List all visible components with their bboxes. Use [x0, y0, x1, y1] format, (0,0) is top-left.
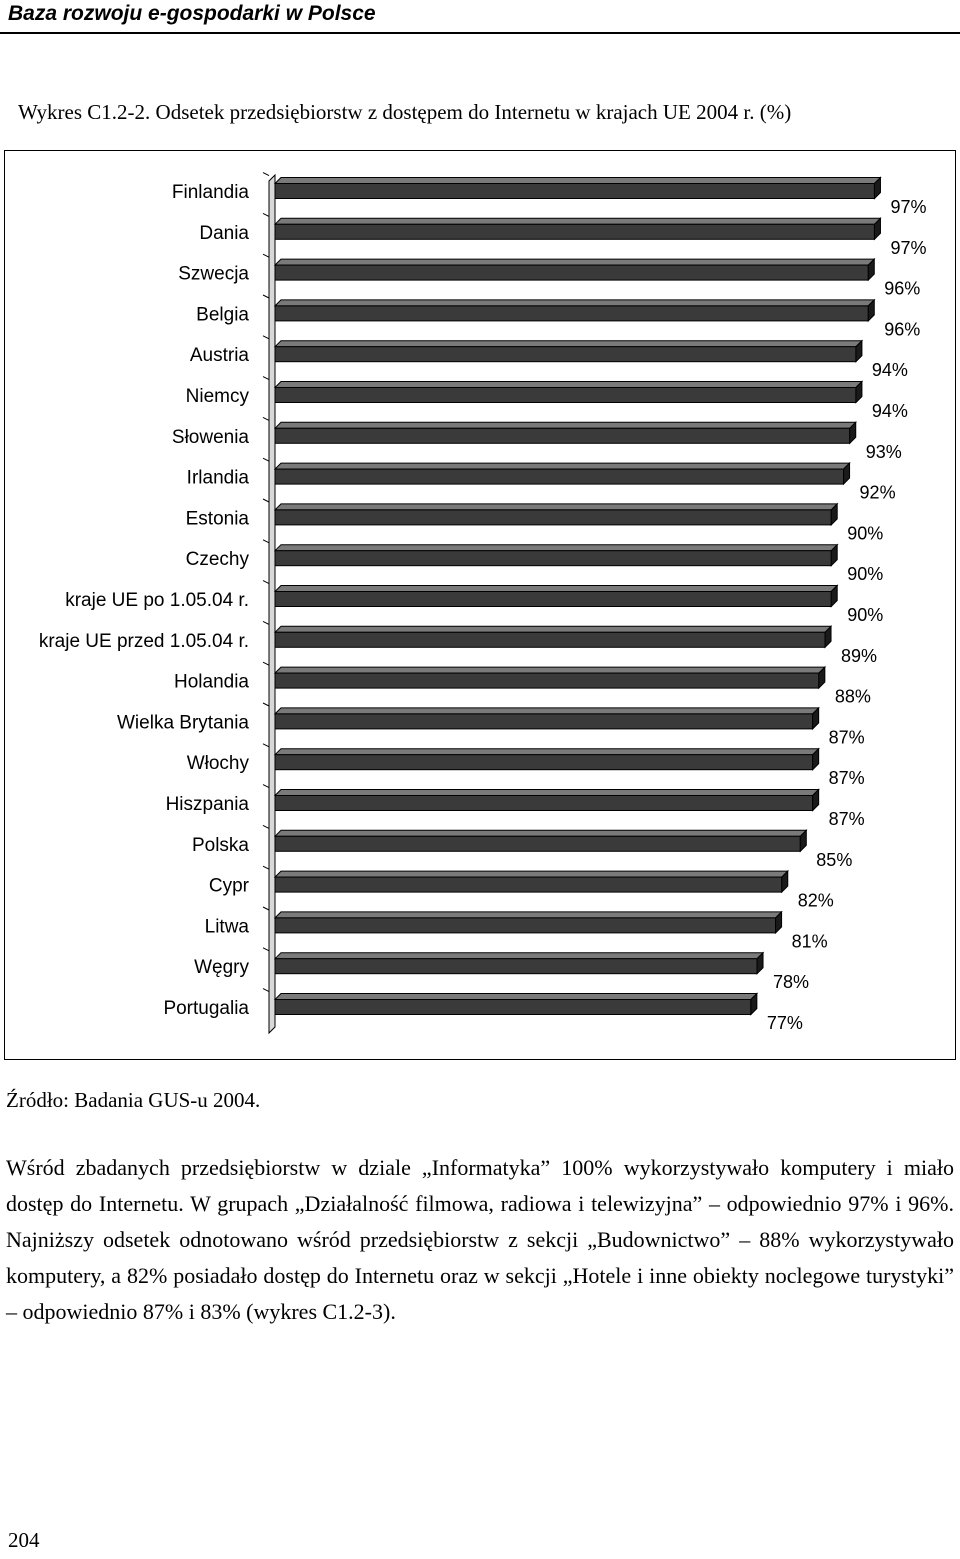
category-label: Słowenia [171, 426, 249, 448]
category-label: Dania [199, 222, 249, 244]
body-paragraph: Wśród zbadanych przedsiębiorstw w dziale „Informatyka” 100% wykorzystywało komputery i miało dostęp do Internetu. W grupach „Działalność filmowa, radiowa i telewizyjna” – odpowiednio 97% i 96%. Najniższy odsetek odnotowano wśród przedsiębiorstw z sekcji „Budownictwo” – 88% wykorzystywało komputery, a 82% posiadało dostęp do Internetu oraz w sekcji „Hotele i inne obiekty noclegowe turystyki” – odpowiednio 87% i 83% (wykres C1.2-3). [6, 1155, 954, 1324]
category-label: Węgry [194, 957, 249, 979]
value-label: 89% [841, 645, 878, 666]
category-label: Wielka Brytania [117, 712, 249, 734]
value-label: 96% [884, 319, 921, 340]
axis-tick [263, 907, 269, 910]
bar [275, 1000, 751, 1015]
bar-top [275, 545, 837, 551]
bar [275, 184, 874, 199]
axis-tick [263, 254, 269, 257]
bar [275, 469, 844, 484]
bar [275, 714, 813, 729]
chart-title: Wykres C1.2-2. Odsetek przedsiębiorstw z dostępem do Internetu w krajach UE 2004 r. (%) [18, 100, 792, 124]
bar-top [275, 626, 831, 632]
bar [275, 347, 856, 362]
axis-tick [263, 744, 269, 747]
bar [275, 918, 776, 933]
bar [275, 836, 800, 851]
bar [275, 428, 850, 443]
axis-tick [263, 213, 269, 216]
value-label: 97% [890, 197, 927, 217]
bar [275, 510, 831, 525]
axis-tick [263, 825, 269, 828]
bar-top [275, 790, 819, 796]
bar [275, 877, 782, 892]
bar [275, 388, 856, 403]
source-note: Źródło: Badania GUS-u 2004. [6, 1088, 261, 1112]
running-header: Baza rozwoju e-gospodarki w Polsce [8, 2, 376, 25]
category-label: Holandia [174, 671, 249, 693]
bar-top [275, 871, 788, 877]
bar-top [275, 259, 874, 265]
category-label: Estonia [185, 508, 249, 530]
bar [275, 551, 831, 566]
category-label: Belgia [196, 304, 249, 326]
axis-tick [263, 621, 269, 624]
category-label: kraje UE po 1.05.04 r. [65, 590, 249, 611]
axis-tick [263, 377, 269, 380]
bar [275, 673, 819, 688]
bar-top [275, 341, 862, 347]
bar-top [275, 300, 874, 306]
category-label: kraje UE przed 1.05.04 r. [38, 630, 249, 652]
value-label: 90% [847, 564, 884, 585]
axis-tick [263, 458, 269, 461]
value-label: 88% [834, 686, 871, 707]
bar-top [275, 830, 806, 836]
bar-top [275, 504, 837, 510]
bar [275, 796, 813, 811]
value-label: 81% [791, 931, 828, 952]
axis-tick [263, 540, 269, 543]
bar-top [275, 994, 757, 1000]
category-label: Finlandia [171, 182, 249, 203]
bar-top [275, 178, 880, 184]
value-label: 77% [766, 1013, 803, 1033]
value-label: 90% [847, 523, 884, 544]
bar-top [275, 749, 819, 755]
axis-tick [263, 173, 269, 176]
axis-tick [263, 499, 269, 502]
category-label: Włochy [186, 753, 249, 775]
bar-top [275, 463, 850, 469]
axis-tick [263, 948, 269, 951]
value-label: 92% [859, 482, 896, 503]
category-label: Litwa [204, 916, 249, 938]
axis-tick [263, 989, 269, 992]
axis-tick [263, 866, 269, 869]
axis-tick [263, 295, 269, 298]
value-label: 93% [865, 441, 902, 462]
bar [275, 632, 825, 647]
axis-tick [263, 581, 269, 584]
category-label: Portugalia [163, 998, 249, 1019]
page-number: 204 [8, 1528, 40, 1552]
bar [275, 224, 874, 239]
value-label: 78% [773, 972, 810, 993]
bar-top [275, 708, 819, 714]
category-label: Czechy [185, 549, 249, 571]
bar-top [275, 912, 782, 918]
bar [275, 755, 813, 770]
value-label: 82% [797, 890, 834, 911]
value-label: 96% [884, 278, 921, 299]
bar [275, 959, 757, 974]
chart-frame [4, 150, 956, 1060]
category-label: Polska [191, 834, 249, 856]
value-label: 87% [828, 727, 865, 748]
bar-top [275, 586, 837, 592]
category-label: Irlandia [186, 467, 249, 489]
bar-top [275, 382, 862, 388]
bar-top [275, 667, 825, 673]
axis-tick [263, 662, 269, 665]
value-label: 87% [828, 768, 865, 789]
bar-top [275, 953, 763, 959]
axis-tick [263, 785, 269, 788]
axis-tick [263, 336, 269, 339]
value-label: 85% [816, 849, 853, 870]
category-label: Hiszpania [165, 794, 249, 815]
value-label: 87% [828, 809, 865, 829]
bar-top [275, 218, 880, 224]
value-label: 94% [871, 401, 908, 421]
category-label: Austria [189, 345, 249, 367]
bar [275, 592, 831, 607]
axis-tick [263, 703, 269, 706]
bar-chart [5, 151, 955, 1059]
value-label: 90% [847, 605, 884, 625]
category-label: Szwecja [178, 263, 249, 285]
value-label: 97% [890, 237, 927, 258]
bar [275, 265, 868, 280]
category-label: Niemcy [185, 386, 249, 407]
category-label: Cypr [208, 875, 249, 897]
axis-tick [263, 417, 269, 420]
bar [275, 306, 868, 321]
value-label: 94% [871, 360, 908, 381]
bar-top [275, 422, 856, 428]
header-rule [0, 32, 960, 34]
axis-wall [269, 175, 275, 1033]
